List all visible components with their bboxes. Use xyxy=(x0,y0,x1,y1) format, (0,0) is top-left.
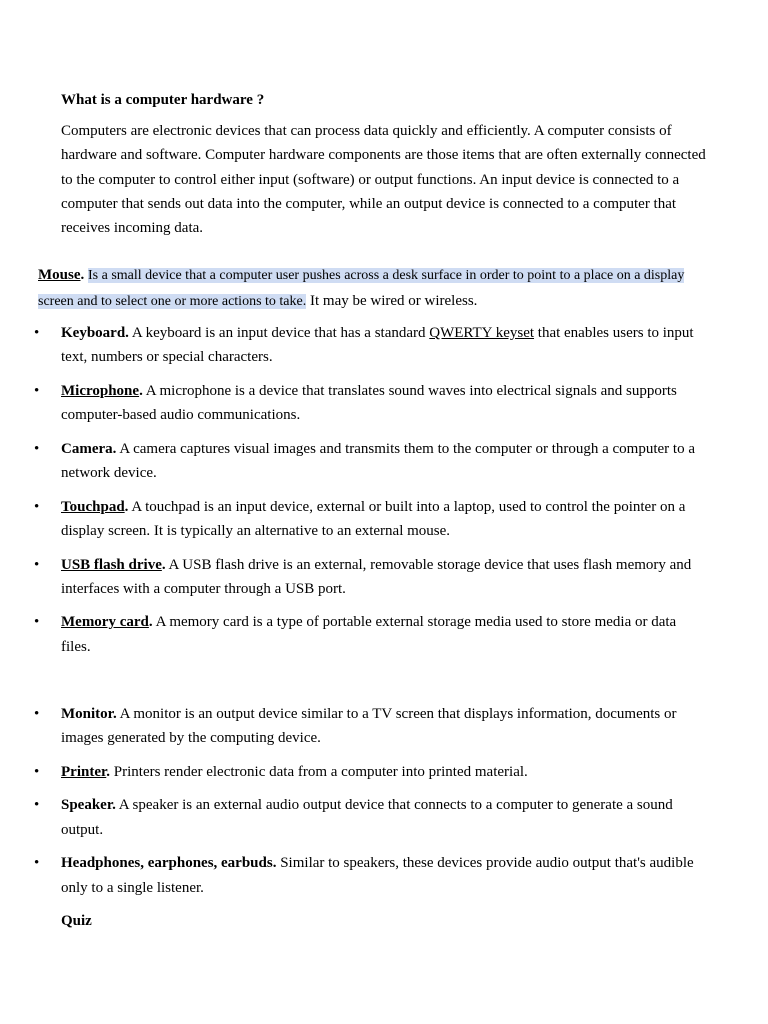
bullet-icon: • xyxy=(34,855,40,872)
item-text: Printers render electronic data from a computer into printed material. xyxy=(110,763,528,780)
item-term: Microphone xyxy=(61,382,140,399)
item-term: Speaker xyxy=(61,797,113,814)
item-term: Printer xyxy=(61,763,107,780)
item-text: A monitor is an output device similar to a TV screen that displays information, documents or images generated by the computing device. xyxy=(61,706,677,747)
item-text: A touchpad is an input device, external or built into a laptop, used to control the pointer on a display screen. It is typically an alternative to an external mouse. xyxy=(61,498,686,539)
item-term: Camera xyxy=(61,440,113,457)
bullet-icon: • xyxy=(34,556,40,573)
list-item-keyboard: • Keyboard. A keyboard is an input device that has a standard QWERTY keyset that enables users to input text, numbers or special characters. xyxy=(0,321,768,370)
bullet-icon: • xyxy=(34,797,40,814)
intro-paragraph: Computers are electronic devices that can process data quickly and efficiently. A computer consists of hardware and software. Computer hardware components are those items that are often externally connected to the computer to control either input (software) or output functions. An input device is connected to a computer that sends out data into the computer, while an output device is connected to a computer that receives incoming data. xyxy=(61,123,706,237)
item-text: A memory card is a type of portable external storage media used to store media or data files. xyxy=(61,614,677,655)
highlighted-definition: Is a small device that a computer user pushes across a desk surface in order to point to a place on a display screen and to select one or more actions to take. xyxy=(38,268,685,309)
bullet-icon: • xyxy=(34,440,40,457)
item-term: USB flash drive xyxy=(61,556,162,573)
bullet-icon: • xyxy=(34,614,40,631)
list-item-usb-flash-drive: • USB flash drive. A USB flash drive is an external, removable storage device that uses flash memory and interfaces with a computer through a USB port. xyxy=(0,553,768,602)
list-item-camera: • Camera. A camera captures visual images and transmits them to the computer or through a computer to a network device. xyxy=(0,437,768,486)
input-device-list xyxy=(0,321,768,668)
mouse-term: Mouse xyxy=(38,267,81,283)
bullet-icon: • xyxy=(34,706,40,722)
mouse-rest-text: It may be wired or wireless. xyxy=(309,292,478,309)
list-item-memory-card: • Memory card. A memory card is a type of portable external storage media used to store media or data files. xyxy=(0,610,768,659)
list-item-speaker: • Speaker. A speaker is an external audio output device that connects to a computer to generate a sound output. xyxy=(0,793,768,842)
item-term: Keyboard xyxy=(61,325,126,341)
list-item-printer: • Printer. Printers render electronic data from a computer into printed material. xyxy=(0,760,768,784)
item-text: A keyboard is an input device that has a standard xyxy=(128,325,430,341)
list-item-monitor: • Monitor. A monitor is an output device similar to a TV screen that displays information, documents or images generated by the computing device. xyxy=(0,702,768,751)
output-device-list xyxy=(0,702,768,909)
item-text: that enables users to input text, numbers or special characters. xyxy=(61,325,694,366)
mouse-paragraph xyxy=(38,263,706,314)
item-term: Monitor xyxy=(61,706,113,722)
bullet-icon: • xyxy=(34,325,40,341)
list-item-touchpad: • Touchpad. A touchpad is an input device, external or built into a laptop, used to control the pointer on a display screen. It is typically an alternative to an external mouse. xyxy=(0,495,768,544)
item-text: A microphone is a device that translates sound waves into electrical signals and supports computer-based audio communications. xyxy=(61,382,677,424)
item-term: Touchpad xyxy=(61,498,125,515)
item-text: A USB flash drive is an external, removable storage device that uses flash memory and interfaces with a computer through a USB port. xyxy=(61,556,692,597)
item-term: Memory card xyxy=(61,614,149,631)
item-text: A camera captures visual images and transmits them to the computer or through a computer to a network device. xyxy=(61,440,695,482)
item-text: Similar to speakers, these devices provide audio output that's audible only to a single listener. xyxy=(61,855,694,896)
quiz-heading: Quiz xyxy=(61,913,92,929)
list-item-microphone: • Microphone. A microphone is a device that translates sound waves into electrical signals and supports computer-based audio communications. xyxy=(0,379,768,428)
bullet-icon: • xyxy=(34,763,40,780)
list-item-headphones: • Headphones, earphones, earbuds. Similar to speakers, these devices provide audio output that's audible only to a single listener. xyxy=(0,851,768,900)
bullet-icon: • xyxy=(34,382,40,399)
page-heading: What is a computer hardware ? xyxy=(61,92,265,108)
bullet-icon: • xyxy=(34,498,40,515)
item-text: A speaker is an external audio output device that connects to a computer to generate a sound output. xyxy=(61,797,673,838)
item-term: Headphones, earphones, earbuds xyxy=(61,855,273,872)
qwerty-keyset-link[interactable]: QWERTY keyset xyxy=(429,325,535,341)
mouse-term-dot: . xyxy=(80,267,85,283)
